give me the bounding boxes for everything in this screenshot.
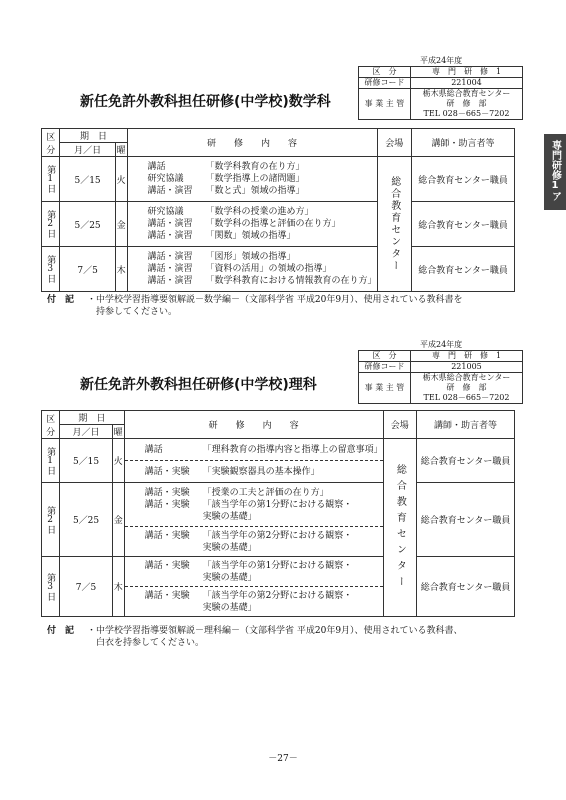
date-cell: 7／5 (60, 557, 113, 617)
table-row (42, 483, 515, 527)
info-value: 専 門 研 修 1 (411, 67, 523, 78)
info-label: 区 分 (359, 67, 411, 78)
note-label: 付 記 (47, 295, 75, 305)
table-row (42, 157, 515, 202)
col-header: 期 日 (60, 411, 124, 425)
info-value: 221005 (411, 362, 523, 373)
day-label: 第1日 (45, 165, 56, 193)
col-header: 会場 (383, 411, 416, 439)
col-header: 月／日 (60, 425, 113, 439)
weekday-cell: 金 (112, 483, 124, 557)
content-cell: 講話・実験 「該当学年の第1分野における観察・ 実験の基礎」 (124, 557, 383, 587)
note (47, 294, 517, 318)
schedule-table (41, 128, 515, 292)
table-row (42, 557, 515, 587)
lecturer-cell: 総合教育センター職員 (412, 202, 515, 247)
note-text: ・中学校学習指導要領解説－数学編－（文部科学省 平成20年9月）、使用されている教科書を (87, 295, 463, 305)
col-header: 月／日 (60, 143, 115, 157)
col-header: 会場 (377, 129, 412, 157)
content-cell: 講話 「理科教育の指導内容と指導上の留意事項」 (124, 439, 383, 461)
note-text: 持参してください。 (96, 307, 178, 317)
day-label: 第2日 (45, 505, 56, 534)
side-tab: 専門研修1ア (544, 134, 566, 210)
info-label: 事 業 主 管 (359, 89, 411, 120)
venue-cell: 総合教育センター (377, 157, 412, 292)
weekday-cell: 木 (112, 557, 124, 617)
content-cell: 講話 「数学科教育の在り方」 研究協議 「数学指導上の諸問題」 講話・演習 「数と式」領域の指導」 (127, 157, 377, 202)
col-header: 講師・助言者等 (417, 411, 515, 439)
col-header: 区分 (42, 129, 60, 157)
info-year: 平成24年度 (420, 340, 463, 349)
col-header: 講師・助言者等 (412, 129, 515, 157)
content-cell: 講話・実験 「該当学年の第2分野における観察・ 実験の基礎」 (124, 587, 383, 617)
day-label: 第1日 (45, 446, 56, 475)
page-number: －27－ (268, 754, 298, 764)
day-label: 第2日 (45, 210, 56, 238)
lecturer-cell: 総合教育センター職員 (412, 247, 515, 292)
col-header: 研 修 内 容 (127, 129, 377, 157)
content-cell: 研究協議 「数学科の授業の進め方」 講話・演習 「数学科の指導と評価の在り方」 講話・演習 「関数」領域の指導」 (127, 202, 377, 247)
info-label: 事 業 主 管 (359, 373, 411, 404)
info-year: 平成24年度 (420, 56, 463, 65)
note (47, 625, 517, 649)
weekday-cell: 金 (115, 202, 127, 247)
content-cell: 講話・実験 「該当学年の第2分野における観察・ 実験の基礎」 (124, 527, 383, 557)
info-label: 区 分 (359, 351, 411, 362)
day-label: 第3日 (45, 572, 56, 601)
col-header: 曜 (112, 425, 124, 439)
date-cell: 5／25 (60, 202, 115, 247)
day-label: 第3日 (45, 255, 56, 283)
info-label: 研修コード (359, 78, 411, 89)
note-text: 白衣を持参してください。 (96, 638, 205, 648)
date-cell: 7／5 (60, 247, 115, 292)
note-label: 付 記 (47, 626, 75, 636)
note-text: ・中学校学習指導要領解説－理科編－（文部科学省 平成20年9月）、使用されている教科書、 (87, 626, 463, 636)
page-title: 新任免許外教科担任研修(中学校)理科 (80, 377, 317, 393)
lecturer-cell: 総合教育センター職員 (417, 439, 515, 483)
lecturer-cell: 総合教育センター職員 (417, 557, 515, 617)
weekday-cell: 木 (115, 247, 127, 292)
lecturer-cell: 総合教育センター職員 (417, 483, 515, 557)
weekday-cell: 火 (115, 157, 127, 202)
info-value: 専 門 研 修 1 (411, 351, 523, 362)
col-header: 曜 (115, 143, 127, 157)
content-cell: 講話・実験 「授業の工夫と評価の在り方」 講話・実験 「該当学年の第1分野における観察・ 実験の基礎」 (124, 483, 383, 527)
info-box (358, 350, 523, 404)
lecturer-cell: 総合教育センター職員 (412, 157, 515, 202)
schedule-table (41, 410, 515, 617)
col-header: 期 日 (60, 129, 127, 143)
weekday-cell: 火 (112, 439, 124, 483)
date-cell: 5／15 (60, 157, 115, 202)
table-row (42, 439, 515, 461)
col-header: 区分 (42, 411, 60, 439)
info-box (358, 66, 523, 120)
info-office: 栃木県総合教育センター 研 修 部 TEL 028－665－7202 (411, 89, 523, 120)
info-office: 栃木県総合教育センター 研 修 部 TEL 028－665－7202 (411, 373, 523, 404)
info-label: 研修コード (359, 362, 411, 373)
content-cell: 講話・演習 「図形」領域の指導」 講話・演習 「資料の活用」の領域の指導」 講話・演習 「数学科教育における情報教育の在り方」 (127, 247, 377, 292)
content-cell: 講話・実験 「実験観察器具の基本操作」 (124, 461, 383, 483)
date-cell: 5／25 (60, 483, 113, 557)
venue-cell: 総合教育センター (383, 439, 416, 617)
col-header: 研 修 内 容 (124, 411, 383, 439)
table-row (42, 202, 515, 247)
page-title: 新任免許外教科担任研修(中学校)数学科 (80, 94, 331, 110)
info-value: 221004 (411, 78, 523, 89)
table-row (42, 247, 515, 292)
date-cell: 5／15 (60, 439, 113, 483)
